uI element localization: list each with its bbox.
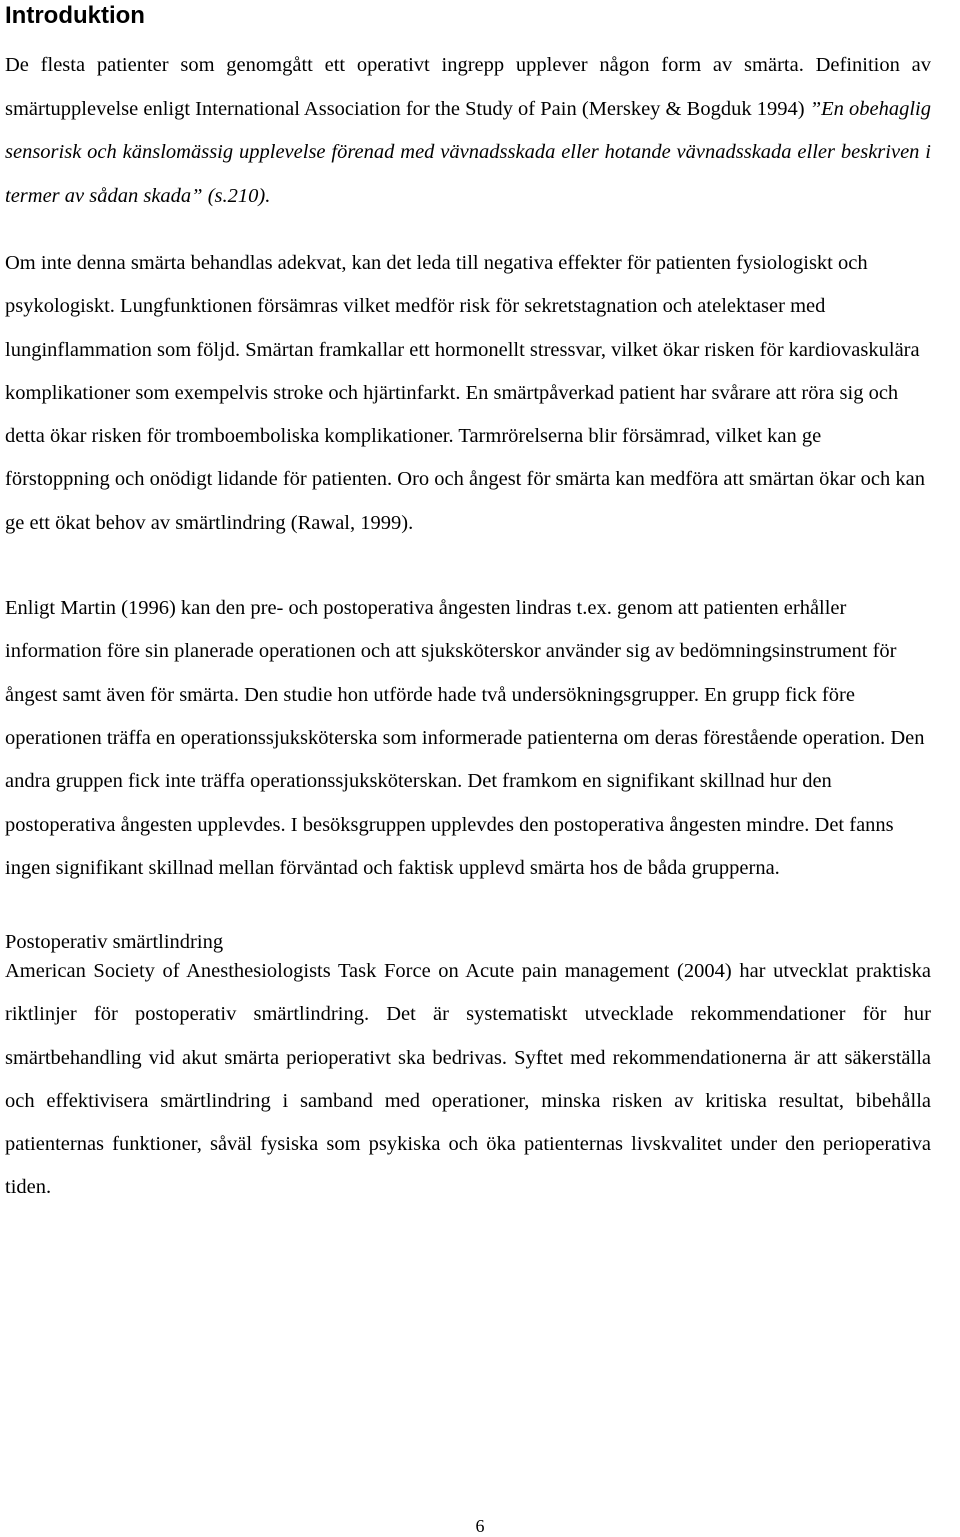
intro-paragraph bbox=[5, 44, 931, 218]
intro-text: De flesta patienter som genomgått ett operativt ingrepp upplever någon form av smärta. Definition av smärtupplevelse enligt International Association for the Study of Pain (Merskey & Bogduk 1994) bbox=[5, 54, 931, 120]
subsection-heading: Postoperativ smärtlindring bbox=[5, 931, 224, 954]
section-heading: Introduktion bbox=[5, 2, 145, 29]
pain-definition-quote: ”En obehaglig sensorisk och känslomässig upplevelse förenad med vävnadsskada eller hotande vävnadsskada eller beskriven i termer av sådan skada” (s.210). bbox=[5, 97, 931, 207]
document-page bbox=[5, 0, 931, 1209]
consequences-paragraph: Om inte denna smärta behandlas adekvat, kan det leda till negativa effekter för patienten fysiologiskt och psykologiskt. Lungfunktionen försämras vilket medför risk för sekretstagnation och atelektaser med lunginflammation som följd. Smärtan framkallar ett hormonellt stressvar, vilket ökar risken för kardiovaskulära komplikationer som exempelvis stroke och hjärtinfarkt. En smärtpåverkad patient har svårare att röra sig och detta ökar risken för tromboemboliska komplikationer. Tarmrörelserna blir försämrad, vilket kan ge förstoppning och onödigt lidande för patienten. Oro och ångest för smärta kan medföra att smärtan ökar och kan ge ett ökat behov av smärtlindring (Rawal, 1999). bbox=[5, 252, 925, 534]
guidelines-paragraph: American Society of Anesthesiologists Task Force on Acute pain management (2004) har utvecklat praktiska riktlinjer för postoperativ smärtlindring. Det är systematiskt utvecklade rekommendationer för hur smärtbehandling vid akut smärta perioperativt ska bedrivas. Syftet med rekommendationerna är att säkerställa och effektivisera smärtlindring i samband med operationer, minska risken av kritiska resultat, bibehålla patienternas funktioner, såväl fysiska som psykiska och öka patienternas livskvalitet under den perioperativa tiden. bbox=[5, 960, 931, 1199]
martin-study-paragraph: Enligt Martin (1996) kan den pre- och postoperativa ångesten lindras t.ex. genom att patienten erhåller information före sin planerade operationen och att sjuksköterskor använder sig av bedömningsinstrument för ångest samt även för smärta. Den studie hon utförde hade två undersökningsgrupper. En grupp fick före operationen träffa en operationssjuksköterska som informerade patienterna om deras förestående operation. Den andra gruppen fick inte träffa operationssjuksköterskan. Det framkom en signifikant skillnad hur den postoperativa ångesten upplevdes. I besöksgruppen upplevdes den postoperativa ångesten mindre. Det fanns ingen signifikant skillnad mellan förväntad och faktisk upplevd smärta hos de båda grupperna. bbox=[5, 597, 925, 879]
page-number: 6 bbox=[475, 1516, 485, 1536]
